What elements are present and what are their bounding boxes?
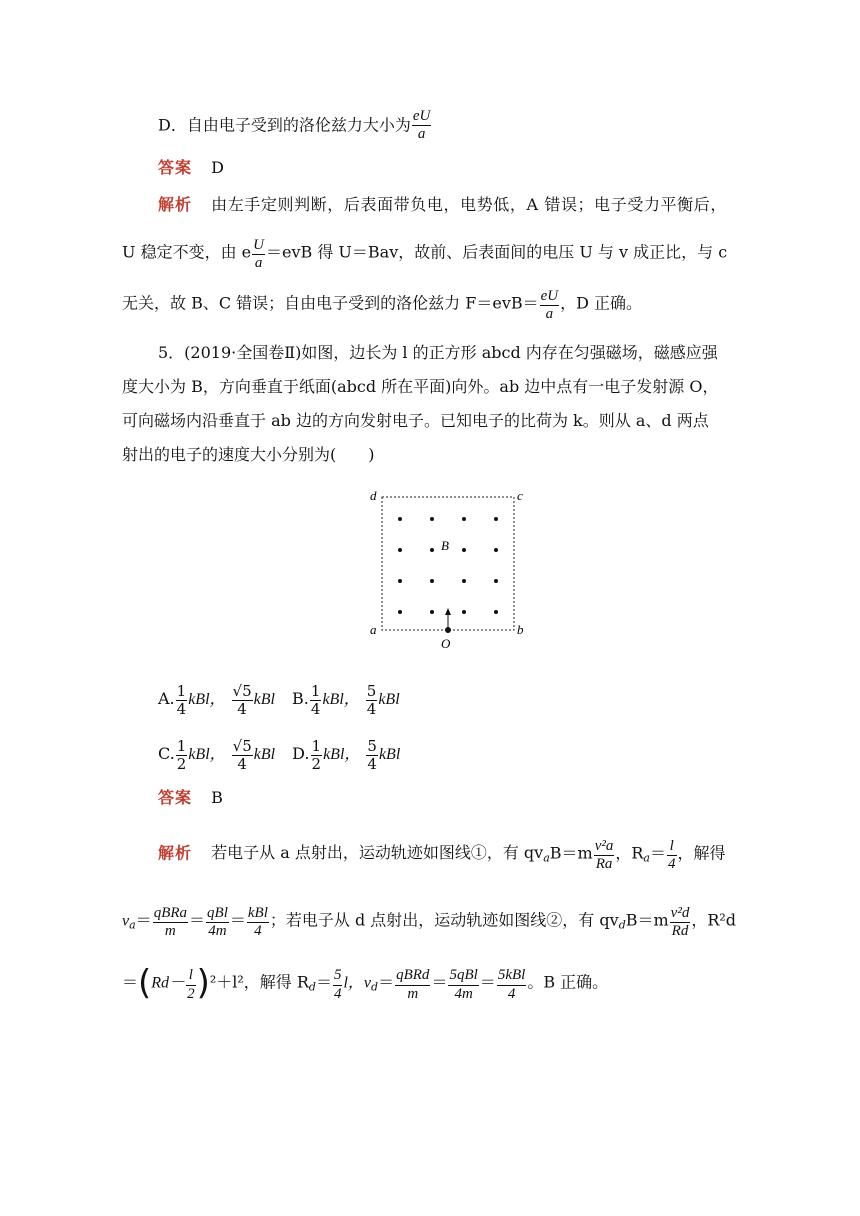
field-dot (494, 517, 498, 521)
field-dot (430, 610, 434, 614)
field-dot (398, 610, 402, 614)
answer-value: B (211, 788, 223, 807)
analysis-1-line-1: 解析 由左手定则判断，后表面带负电，电势低，A 错误；电子受力平衡后， (158, 195, 727, 214)
options-row-cd (158, 738, 400, 774)
field-dot (430, 517, 434, 521)
emission-arrowhead (445, 608, 451, 615)
field-dot (430, 579, 434, 583)
field-dots (398, 517, 498, 614)
question-5-line-4: 射出的电子的速度大小分别为( ) (122, 445, 375, 464)
answer-value: D (211, 158, 224, 177)
answer-label: 答案 (158, 788, 193, 807)
electron-source (445, 627, 451, 633)
option-a: A. $\frac{1}{4}$ kBl， $\frac{√5}{4}$ kBl (158, 682, 275, 719)
left-paren: ( (138, 963, 152, 1003)
label-c: c (517, 488, 523, 503)
field-dot (494, 579, 498, 583)
analysis-2-line-3: ＝(Rd－ $\frac{l}{2}$ )²＋l²，解得 $R_d=$ $\frac{5}{4}$ l，$v_d=$ $\frac{\text{qBRd}}{m}$ ＝ $\frac{\text{5qBl}}{4m}$ ＝ $\frac{\text{5kBl}}{4}$ 。B 正确。 (122, 963, 609, 1003)
field-dot (462, 517, 466, 521)
option-d-choice: D. $\frac{1}{2}$ kBl， $\frac{5}{4}$ kBl (292, 737, 401, 774)
field-dot (398, 517, 402, 521)
option-d-line (158, 108, 432, 144)
analysis-1-fraction-1: $\frac{U}{a}$ (253, 237, 264, 272)
label-B: B (441, 538, 449, 553)
question-5-line-2: 度大小为 B，方向垂直于纸面(abcd 所在平面)向外。ab 边中点有一电子发射源 O， (122, 377, 719, 396)
field-dot (462, 610, 466, 614)
option-d-fraction: $\frac{eU}{a}$ (412, 108, 431, 143)
analysis-1-line-2: U 稳定不变，由 e $\frac{U}{a}$ ＝evB 得 U＝Bav，故前、后表面间的电压 U 与 v 成正比，与 c (122, 237, 728, 272)
answer-2 (158, 790, 223, 806)
answer-1 (158, 160, 224, 176)
options-row-ab (158, 683, 400, 719)
question-5-line-1: 5．(2019·全国卷Ⅱ)如图，边长为 l 的正方形 abcd 内存在匀强磁场，磁感应强 (158, 343, 718, 362)
label-O: O (441, 636, 451, 651)
answer-label: 答案 (158, 158, 193, 177)
analysis-1-fraction-2: $\frac{eU}{a}$ (540, 288, 559, 323)
option-b: B. $\frac{1}{4}$ kBl， $\frac{5}{4}$ kBl (292, 682, 400, 719)
field-dot (462, 548, 466, 552)
right-paren: ) (196, 963, 210, 1003)
analysis-2-line-1: 解析 若电子从 a 点射出，运动轨迹如图线①，有 $qv_aB=m$ $\frac{\text{v²a}}{Ra}$ ，$R_a=$ $\frac{l}{4}$ ，解得 (158, 838, 726, 873)
analysis-label: 解析 (158, 195, 193, 214)
square-abcd (382, 497, 514, 630)
option-c: C. $\frac{1}{2}$ kBl， $\frac{√5}{4}$ kBl (158, 737, 276, 774)
field-dot (494, 610, 498, 614)
analysis-1-line-3: 无关，故 B、C 错误；自由电子受到的洛伦兹力 F＝evB＝ $\frac{eU}{a}$ ，D 正确。 (122, 288, 643, 323)
analysis-2-line-2: $v_a=$ $\frac{\text{qBRa}}{m}$ ＝ $\frac{\text{qBl}}{4m}$ ＝ $\frac{\text{kBl}}{4}$ ；若电子从 d 点射出，运动轨迹如图线②，有 $qv_dB=m$ $\frac{\text{v²d}}{Rd}$ ，R²d (122, 905, 737, 940)
analysis-label: 解析 (158, 843, 193, 863)
question-5-line-3: 可向磁场内沿垂直于 ab 边的方向发射电子。已知电子的比荷为 k。则从 a、d 两点 (122, 411, 709, 430)
field-dot (462, 579, 466, 583)
field-dot (494, 548, 498, 552)
label-d: d (370, 488, 377, 503)
field-dot (430, 548, 434, 552)
label-a: a (370, 622, 377, 637)
field-dot (398, 548, 402, 552)
field-dot (398, 579, 402, 583)
option-d-text: D．自由电子受到的洛伦兹力大小为 (158, 115, 411, 135)
label-b: b (517, 622, 524, 637)
